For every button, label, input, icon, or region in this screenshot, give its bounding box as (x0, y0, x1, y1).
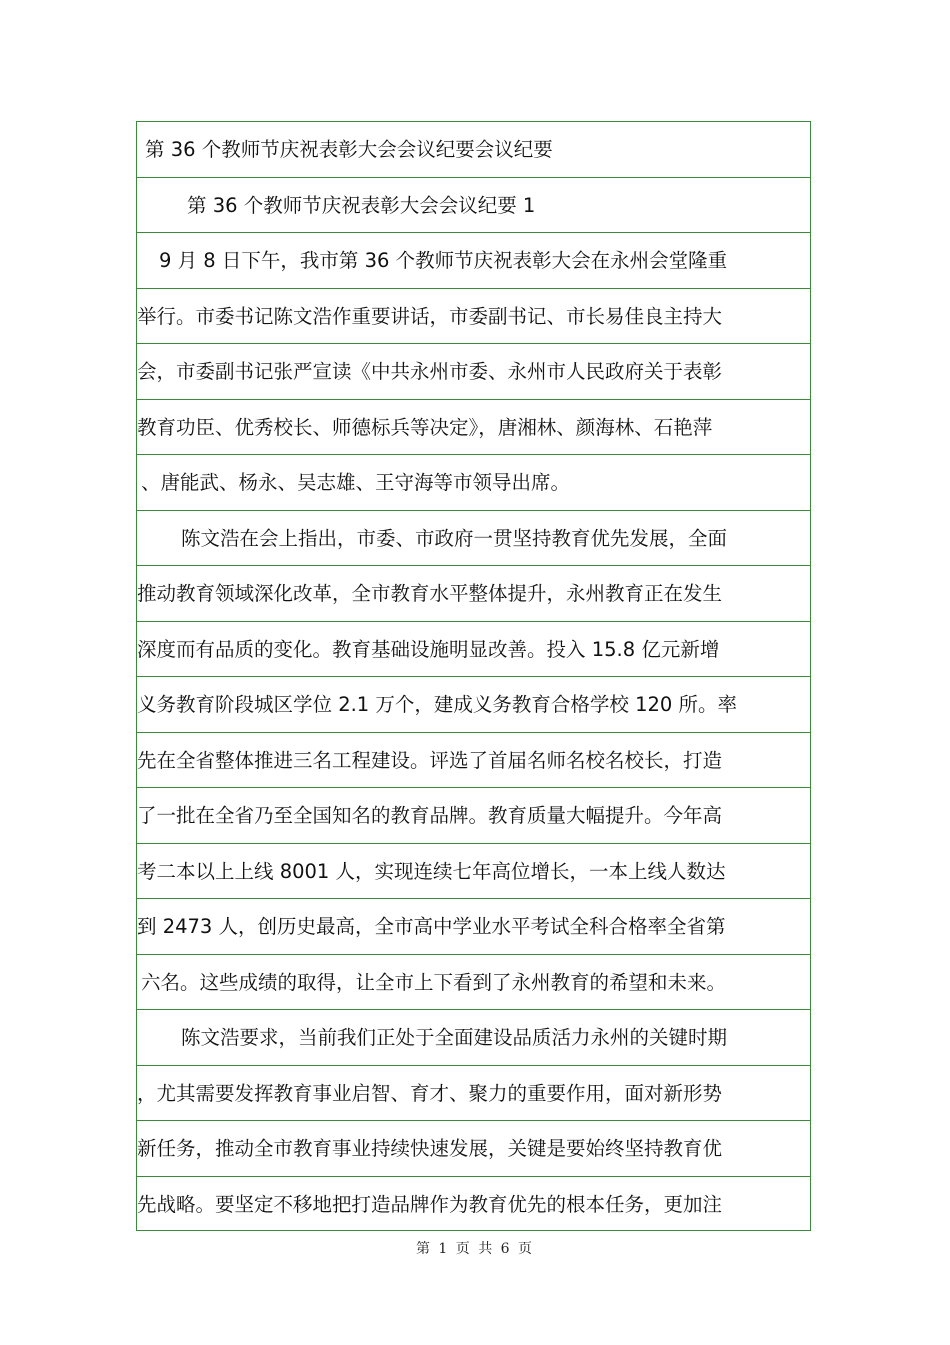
text-line: 考二本以上上线 8001 人，实现连续七年高位增长，一本上线人数达 (137, 859, 726, 883)
text-row (137, 400, 810, 456)
text-row (137, 178, 810, 234)
text-row (137, 622, 810, 678)
text-row (137, 1121, 810, 1177)
text-line: 教育功臣、优秀校长、师德标兵等决定》，唐湘林、颜海林、石艳萍 (137, 415, 713, 439)
text-line: 新任务，推动全市教育事业持续快速发展，关键是要始终坚持教育优 (137, 1137, 723, 1160)
text-line: 推动教育领域深化改革，全市教育水平整体提升，永州教育正在发生 (137, 582, 723, 605)
text-row (137, 955, 810, 1011)
text-row (137, 1010, 810, 1066)
text-line: 到 2473 人，创历史最高，全市高中学业水平考试全科合格率全省第 (137, 915, 726, 938)
text-line: 会，市委副书记张严宣读《中共永州市委、永州市人民政府关于表彰 (137, 360, 723, 383)
text-line: 9 月 8 日下午，我市第 36 个教师节庆祝表彰大会在永州会堂隆重 (159, 249, 728, 272)
text-line: 先在全省整体推进三名工程建设。评选了首届名师名校名校长，打造 (137, 748, 723, 772)
text-row (137, 455, 810, 511)
text-line: 、唐能武、杨永、吴志雄、王守海等市领导出席。 (141, 471, 571, 494)
text-line: 了一批在全省乃至全国知名的教育品牌。教育质量大幅提升。今年高 (137, 804, 723, 827)
text-row (137, 899, 810, 955)
text-row (137, 733, 810, 789)
text-row (137, 233, 810, 289)
text-line: 陈文浩在会上指出，市委、市政府一贯坚持教育优先发展，全面 (181, 526, 728, 550)
text-row (137, 566, 810, 622)
text-line: ，尤其需要发挥教育事业启智、育才、聚力的重要作用，面对新形势 (137, 1081, 723, 1105)
title-line (137, 122, 810, 178)
text-line: 第 36 个教师节庆祝表彰大会会议纪要 1 (187, 193, 536, 217)
text-row (137, 1177, 810, 1233)
text-line: 先战略。要坚定不移地把打造品牌作为教育优先的根本任务，更加注 (137, 1192, 723, 1216)
text-line: 六名。这些成绩的取得，让全市上下看到了永州教育的希望和未来。 (141, 970, 727, 994)
text-line: 举行。市委书记陈文浩作重要讲话，市委副书记、市长易佳良主持大 (137, 304, 723, 328)
text-row (137, 844, 810, 900)
text-line: 陈文浩要求，当前我们正处于全面建设品质活力永州的关键时期 (181, 1026, 728, 1049)
text-row (137, 289, 810, 345)
text-row (137, 1066, 810, 1122)
text-row (137, 677, 810, 733)
text-row (137, 788, 810, 844)
text-row (137, 344, 810, 400)
text-line: 深度而有品质的变化。教育基础设施明显改善。投入 15.8 亿元新增 (137, 637, 720, 661)
page-number-footer: 第 1 页 共 6 页 (415, 1241, 535, 1257)
text-row (137, 511, 810, 567)
text-line: 义务教育阶段城区学位 2.1 万个，建成义务教育合格学校 120 所。率 (137, 693, 738, 716)
document-page-frame (136, 121, 811, 1231)
text-line: 第 36 个教师节庆祝表彰大会会议纪要会议纪要 (145, 138, 553, 161)
